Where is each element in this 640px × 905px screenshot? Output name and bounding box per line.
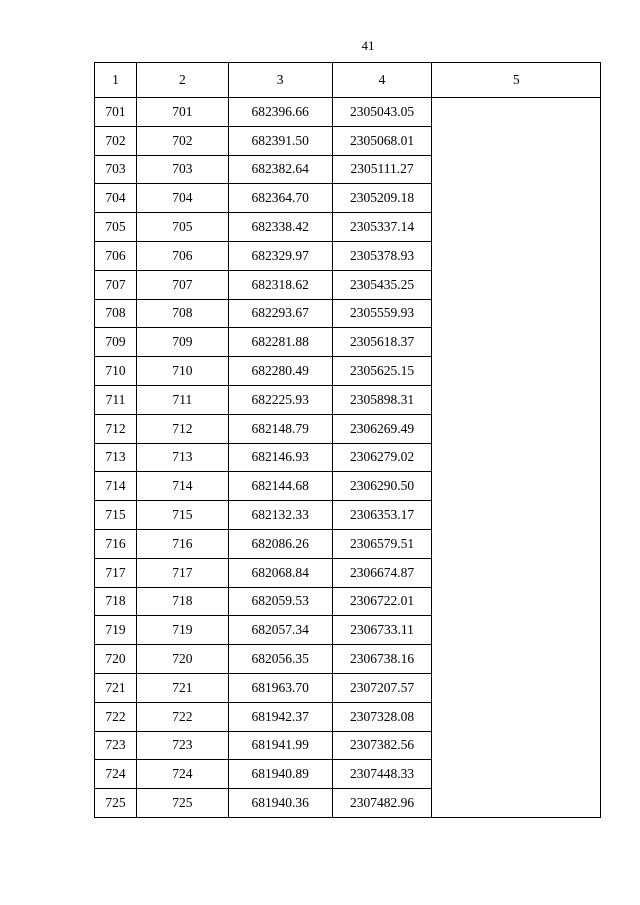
table-cell-col-2: 711 — [136, 385, 228, 414]
table-cell-col-1: 702 — [95, 126, 137, 155]
table-cell-col-3: 681942.37 — [228, 702, 332, 731]
table-cell-col-3: 682281.88 — [228, 328, 332, 357]
table-cell-col-1: 709 — [95, 328, 137, 357]
table-cell-col-5 — [432, 98, 601, 818]
table-cell-col-2: 701 — [136, 98, 228, 127]
table-cell-col-1: 722 — [95, 702, 137, 731]
table-cell-col-1: 710 — [95, 357, 137, 386]
table-cell-col-4: 2306674.87 — [332, 558, 432, 587]
table-cell-col-4: 2305337.14 — [332, 213, 432, 242]
table-cell-col-1: 712 — [95, 414, 137, 443]
table-cell-col-2: 709 — [136, 328, 228, 357]
table-cell-col-1: 706 — [95, 241, 137, 270]
table-cell-col-3: 682056.35 — [228, 645, 332, 674]
table-cell-col-2: 723 — [136, 731, 228, 760]
table-cell-col-1: 716 — [95, 529, 137, 558]
table-cell-col-1: 711 — [95, 385, 137, 414]
table-header — [95, 63, 601, 98]
table-cell-col-4: 2306353.17 — [332, 501, 432, 530]
page-number: 41 — [361, 38, 375, 53]
table-cell-col-4: 2307328.08 — [332, 702, 432, 731]
table-cell-col-3: 682293.67 — [228, 299, 332, 328]
table-cell-col-1: 704 — [95, 184, 137, 213]
table-cell-col-4: 2306738.16 — [332, 645, 432, 674]
table-cell-col-2: 707 — [136, 270, 228, 299]
table-cell-col-2: 710 — [136, 357, 228, 386]
table-cell-col-4: 2306279.02 — [332, 443, 432, 472]
table-cell-col-4: 2306269.49 — [332, 414, 432, 443]
header-col-3: 3 — [228, 63, 332, 98]
table-cell-col-3: 681940.36 — [228, 789, 332, 818]
table-cell-col-4: 2305043.05 — [332, 98, 432, 127]
table-cell-col-2: 720 — [136, 645, 228, 674]
table-cell-col-3: 681941.99 — [228, 731, 332, 760]
table-cell-col-4: 2305625.15 — [332, 357, 432, 386]
table-cell-col-3: 681963.70 — [228, 673, 332, 702]
table-cell-col-1: 713 — [95, 443, 137, 472]
table-cell-col-1: 701 — [95, 98, 137, 127]
table-cell-col-2: 706 — [136, 241, 228, 270]
table-cell-col-4: 2305111.27 — [332, 155, 432, 184]
table-cell-col-1: 705 — [95, 213, 137, 242]
table-cell-col-2: 718 — [136, 587, 228, 616]
table-cell-col-2: 713 — [136, 443, 228, 472]
table-cell-col-3: 682329.97 — [228, 241, 332, 270]
table-cell-col-4: 2305068.01 — [332, 126, 432, 155]
table-cell-col-4: 2306722.01 — [332, 587, 432, 616]
header-row — [95, 63, 601, 98]
table-cell-col-1: 723 — [95, 731, 137, 760]
table-cell-col-2: 724 — [136, 760, 228, 789]
table-cell-col-3: 682068.84 — [228, 558, 332, 587]
table-cell-col-3: 682225.93 — [228, 385, 332, 414]
table-cell-col-2: 715 — [136, 501, 228, 530]
table-cell-col-3: 682144.68 — [228, 472, 332, 501]
table-cell-col-3: 682086.26 — [228, 529, 332, 558]
header-col-5: 5 — [432, 63, 601, 98]
table-cell-col-4: 2307448.33 — [332, 760, 432, 789]
table-cell-col-4: 2305898.31 — [332, 385, 432, 414]
table-cell-col-3: 682338.42 — [228, 213, 332, 242]
header-col-2: 2 — [136, 63, 228, 98]
table-cell-col-2: 721 — [136, 673, 228, 702]
table-row — [95, 98, 601, 127]
table-cell-col-2: 702 — [136, 126, 228, 155]
table-cell-col-3: 682059.53 — [228, 587, 332, 616]
table-cell-col-3: 682364.70 — [228, 184, 332, 213]
table-cell-col-3: 682280.49 — [228, 357, 332, 386]
table-cell-col-2: 722 — [136, 702, 228, 731]
table-cell-col-4: 2305618.37 — [332, 328, 432, 357]
table-cell-col-4: 2306733.11 — [332, 616, 432, 645]
table-cell-col-1: 717 — [95, 558, 137, 587]
table-cell-col-1: 719 — [95, 616, 137, 645]
header-col-4: 4 — [332, 63, 432, 98]
table-cell-col-4: 2305209.18 — [332, 184, 432, 213]
table-cell-col-1: 720 — [95, 645, 137, 674]
table-cell-col-2: 725 — [136, 789, 228, 818]
table-cell-col-2: 719 — [136, 616, 228, 645]
table-cell-col-3: 682146.93 — [228, 443, 332, 472]
table-cell-col-2: 705 — [136, 213, 228, 242]
table-cell-col-1: 707 — [95, 270, 137, 299]
table-cell-col-4: 2305378.93 — [332, 241, 432, 270]
table-cell-col-1: 708 — [95, 299, 137, 328]
table-cell-col-2: 716 — [136, 529, 228, 558]
table-cell-col-2: 714 — [136, 472, 228, 501]
table-cell-col-3: 682148.79 — [228, 414, 332, 443]
table-cell-col-2: 708 — [136, 299, 228, 328]
table-cell-col-4: 2305435.25 — [332, 270, 432, 299]
table-cell-col-4: 2305559.93 — [332, 299, 432, 328]
table-cell-col-2: 703 — [136, 155, 228, 184]
table-cell-col-1: 725 — [95, 789, 137, 818]
table-cell-col-1: 714 — [95, 472, 137, 501]
table-cell-col-3: 682382.64 — [228, 155, 332, 184]
table-body — [95, 98, 601, 818]
table-cell-col-3: 682391.50 — [228, 126, 332, 155]
table-cell-col-1: 703 — [95, 155, 137, 184]
table-cell-col-3: 682132.33 — [228, 501, 332, 530]
table-cell-col-1: 715 — [95, 501, 137, 530]
table-cell-col-3: 682396.66 — [228, 98, 332, 127]
table-cell-col-2: 717 — [136, 558, 228, 587]
header-col-1: 1 — [95, 63, 137, 98]
table-cell-col-4: 2307207.57 — [332, 673, 432, 702]
table-cell-col-4: 2307382.56 — [332, 731, 432, 760]
table-cell-col-4: 2306579.51 — [332, 529, 432, 558]
table-cell-col-1: 724 — [95, 760, 137, 789]
table-cell-col-3: 682057.34 — [228, 616, 332, 645]
table-cell-col-3: 681940.89 — [228, 760, 332, 789]
table-cell-col-2: 704 — [136, 184, 228, 213]
table-cell-col-4: 2306290.50 — [332, 472, 432, 501]
table-cell-col-1: 721 — [95, 673, 137, 702]
table-cell-col-2: 712 — [136, 414, 228, 443]
table-cell-col-4: 2307482.96 — [332, 789, 432, 818]
table-cell-col-1: 718 — [95, 587, 137, 616]
table-cell-col-3: 682318.62 — [228, 270, 332, 299]
coordinates-table — [94, 62, 601, 818]
